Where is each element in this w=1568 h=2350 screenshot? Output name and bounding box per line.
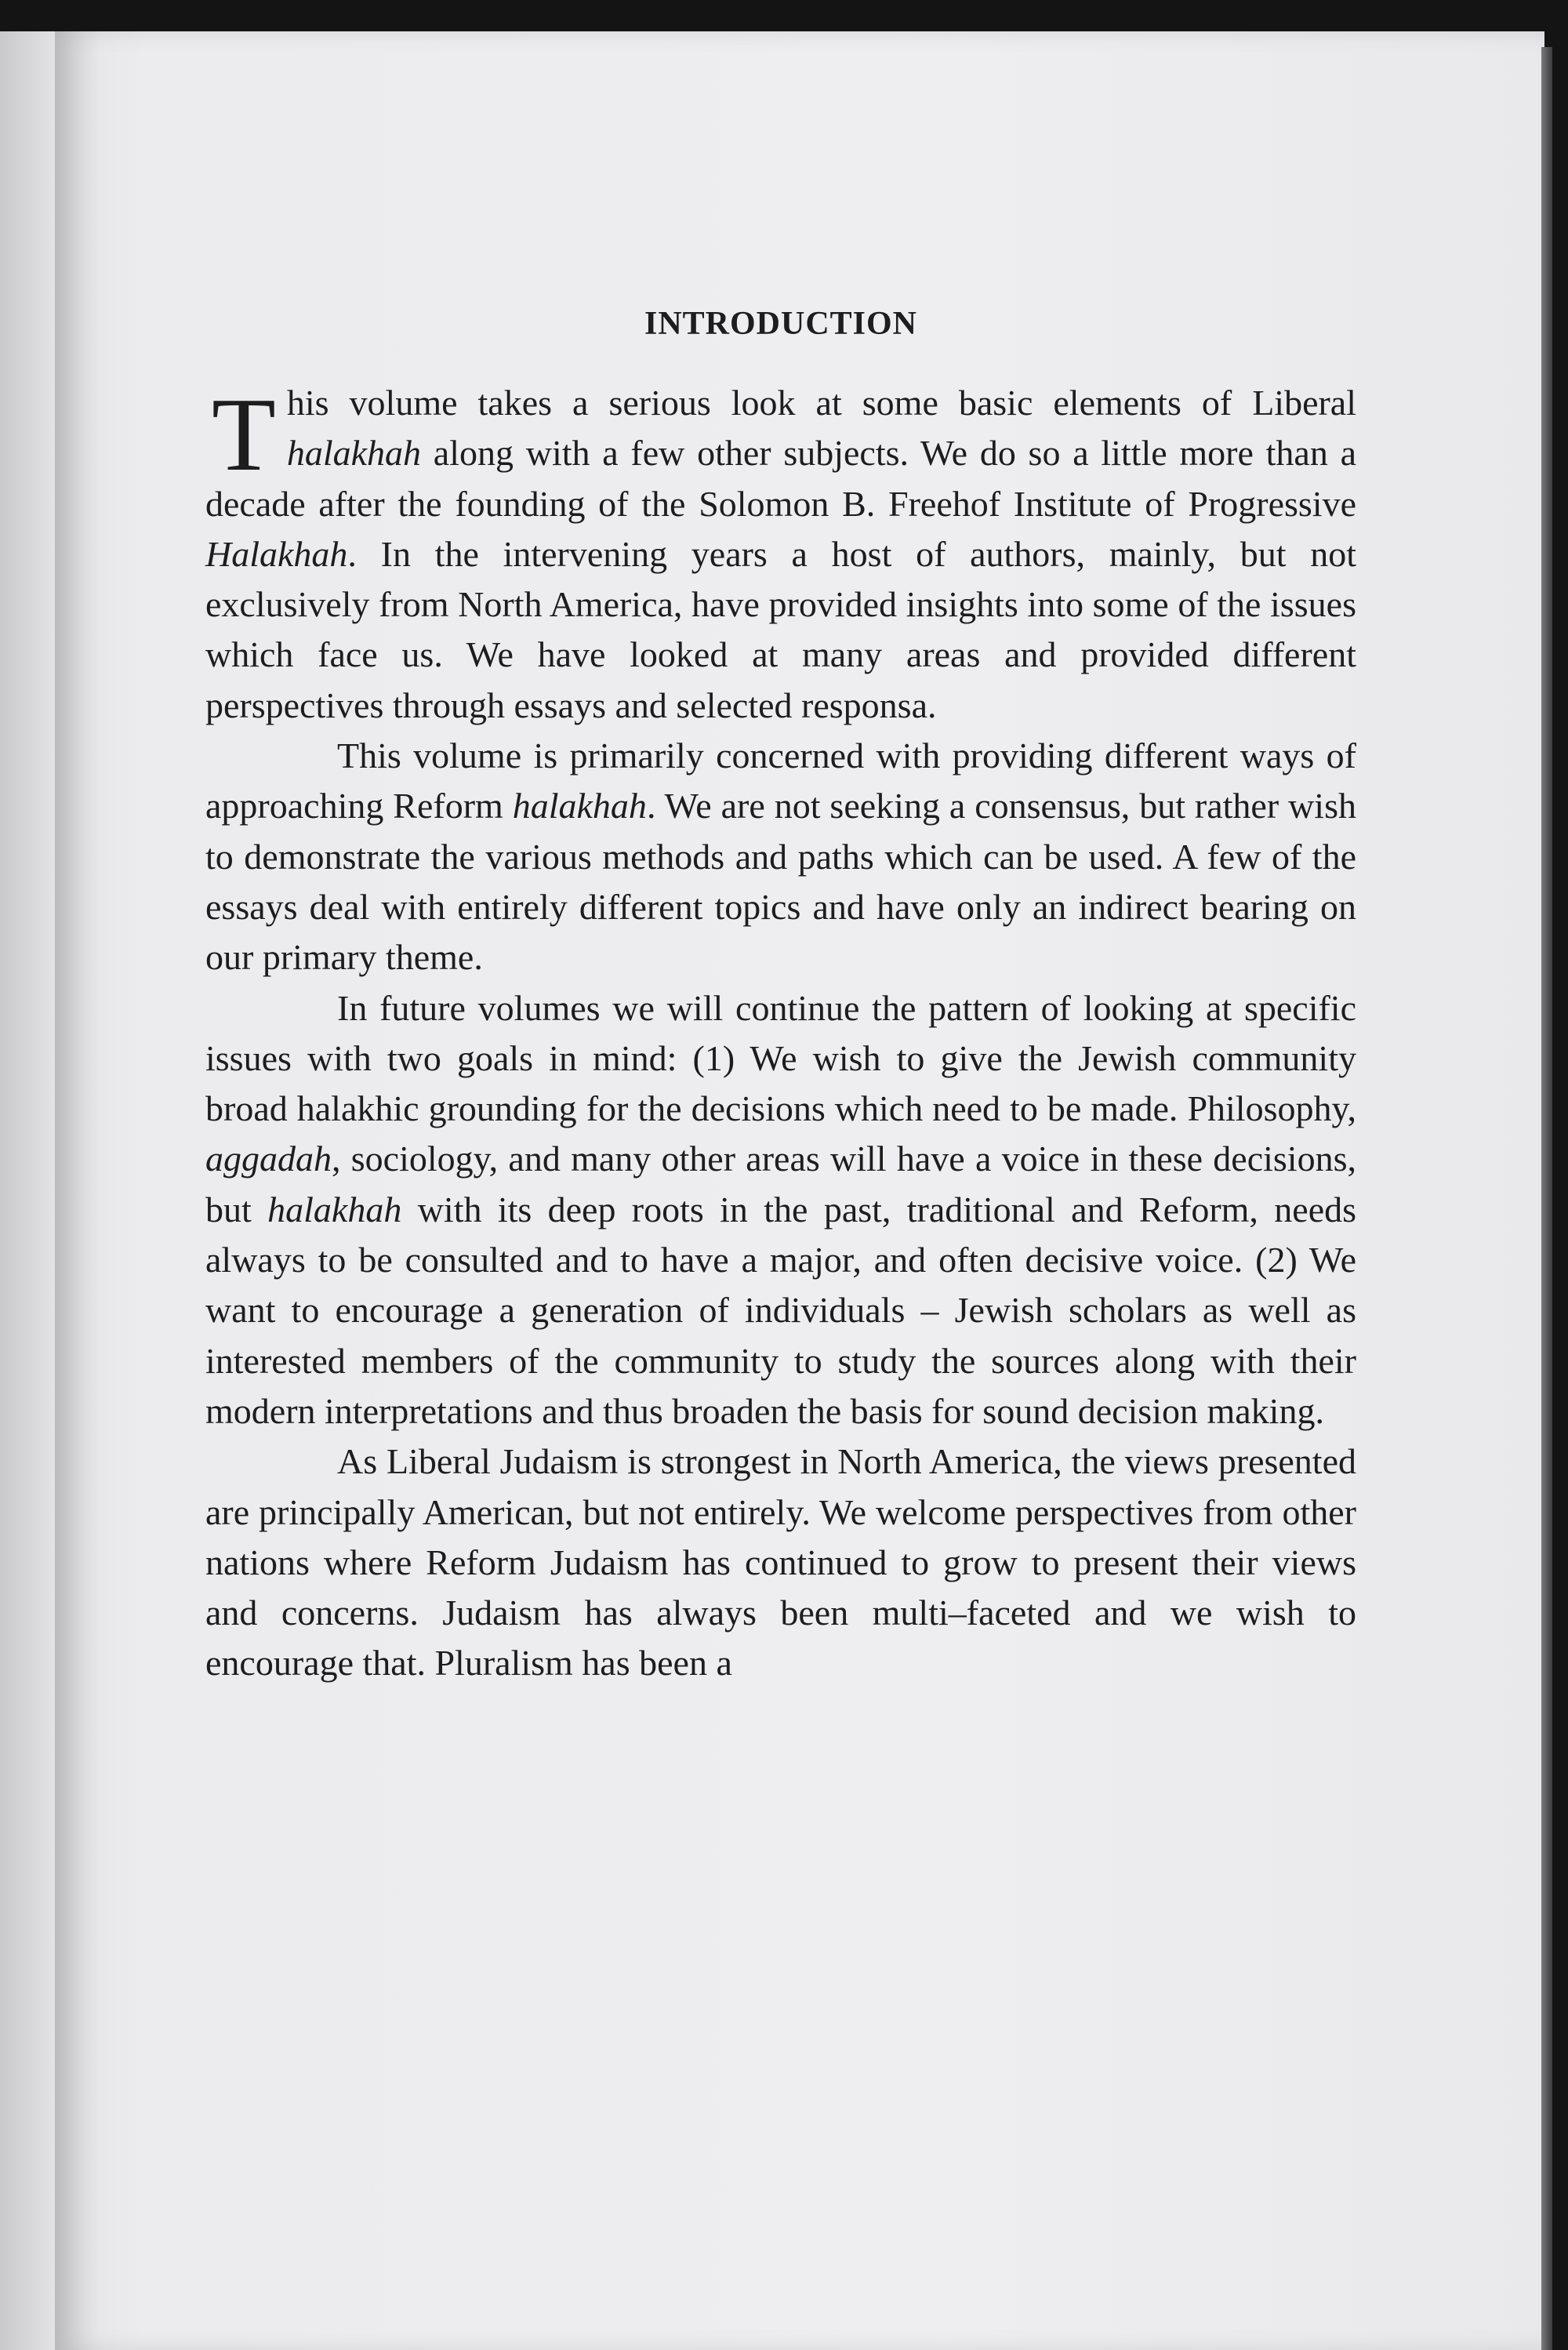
paragraph-2: [205, 731, 1356, 982]
text-run: along with a few other subjects. We do so a little more than a decade after the founding of the Solomon B. Freehof Institute of Progressive: [205, 433, 1356, 524]
paragraph-4: [205, 1437, 1356, 1688]
italic-term: Halakhah: [205, 533, 348, 574]
text-run: As Liberal Judaism is strongest in North America, the views presented are principally American, but not entirely. We welcome perspectives from other nations where Reform Judaism has continued to grow to present their views and concerns. Judaism has always been multi–faceted and we wish to encourage that. Pluralism has been a: [205, 1441, 1356, 1684]
italic-term: halakhah: [286, 433, 422, 474]
text-run: . We are not seeking a consensus, but rather wish to demonstrate the various methods and paths which can be used. A few of the essays deal with entirely different topics and have only an indirect bearing on our primary theme.: [205, 786, 1356, 978]
text-run: , sociology, and many other areas will have a voice in these decisions, but: [205, 1139, 1356, 1229]
page-right-edge: [1541, 47, 1552, 2350]
italic-term: halakhah: [267, 1189, 402, 1229]
italic-term: aggadah: [205, 1139, 332, 1179]
text-run: his volume takes a serious look at some basic elements of Liberal: [286, 383, 1356, 423]
italic-term: halakhah: [512, 786, 647, 826]
previous-page-edge: [0, 31, 55, 2350]
paragraph-3: [205, 983, 1356, 1437]
introduction-text: [205, 296, 1356, 1689]
text-run: with its deep roots in the past, traditional and Reform, needs always to be consulted and to have a major, and often decisive voice. (2) We want to encourage a generation of individuals – Jewish scholars as well as interested members of the community to study the sources along with their modern interpretations and thus broaden the basis for sound decision making.: [205, 1189, 1357, 1431]
spine-shadow: [55, 31, 102, 2350]
text-run: In future volumes we will continue the pattern of looking at specific issues with two goals in mind: (1) We wish to give the Jewish community broad halakhic grounding for the decisions which need to be made. Philosophy,: [205, 987, 1356, 1129]
text-run: This volume is primarily concerned with providing different ways of approaching Reform: [205, 736, 1356, 826]
paragraph-1: [205, 378, 1356, 731]
drop-cap: T: [212, 376, 276, 492]
text-run: . In the intervening years a host of authors, mainly, but not exclusively from North America, have provided insights into some of the issues which face us. We have looked at many areas and provided different perspectives through essays and selected responsa.: [205, 533, 1356, 725]
page-title: INTRODUCTION: [644, 306, 918, 342]
